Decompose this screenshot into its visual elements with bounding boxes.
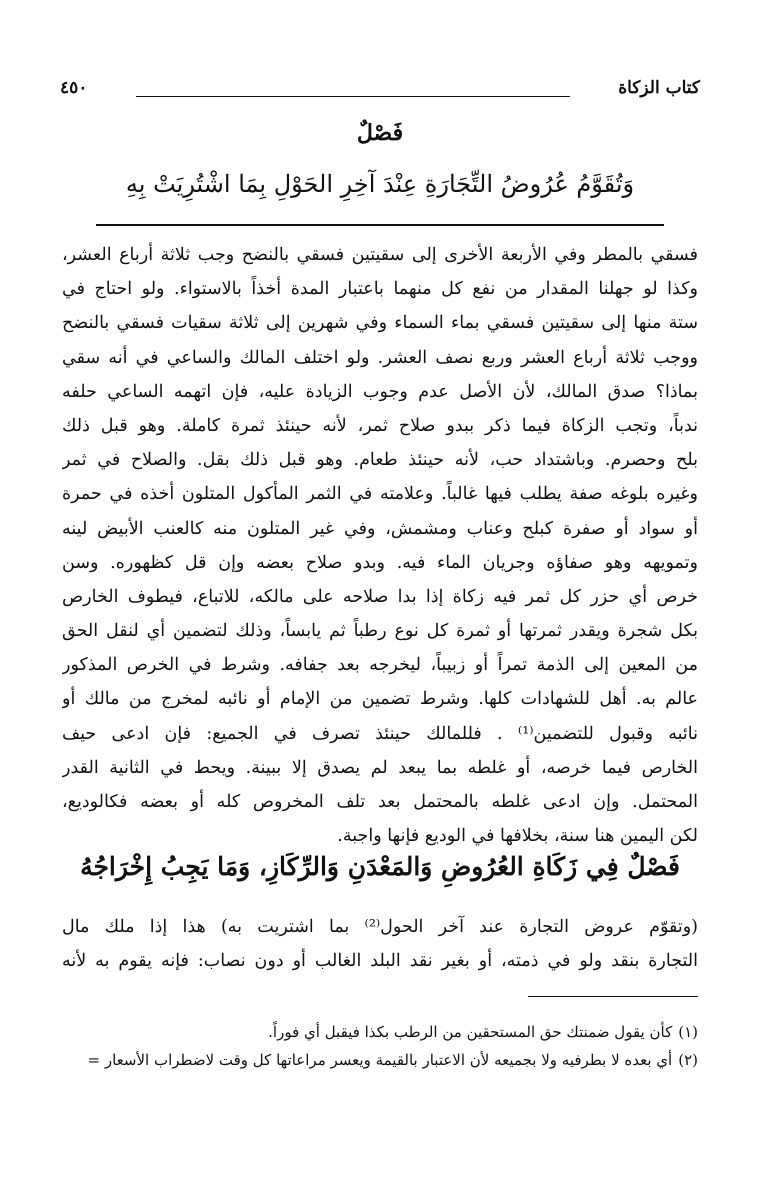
footnote-text: أي بعده لا بطرفيه ولا بجميعه لأن الاعتبار بالقيمة ويعسر مراعاتها كل وقت لاضطراب الأسعار = [87, 1051, 673, 1069]
page-number: ٤٥٠ [60, 78, 88, 98]
running-head-rule [136, 96, 570, 97]
commentary-line: من المعين إلى الذمة تمراً أو زبيباً، ليخرجه بعد جفافه. وشرط في الخرص المذكور [62, 655, 698, 676]
commentary-line: خرص أي حزر كل ثمر فيه زكاة إذا بدا صلاحه على مالكه، للاتباع، فيطوف الخارص [62, 586, 698, 607]
commentary-line: لكن اليمين هنا سنة، بخلافها في الوديع فإنها واجبة. [337, 826, 698, 847]
chapter-body [62, 910, 698, 978]
matn-heading: وَتُقَوَّمُ عُرُوضُ التِّجَارَةِ عِنْدَ آخِرِ الحَوْلِ بِمَا اشْتُرِيَتْ بِهِ [125, 170, 635, 198]
body-line: (وتقوّم عروض التجارة عند آخر الحول⁽²⁾ بما اشتريت به) هذا إذا ملك مال [62, 917, 698, 937]
footnote-separator [528, 996, 698, 997]
footnotes [62, 1018, 698, 1074]
matn-separator-rule [96, 224, 664, 226]
commentary-line: وغيره بلوغه صفة يطلب فيها غالباً. وعلامته في الثمر المأكول المتلون أخذه في حمرة [62, 484, 698, 505]
footnote [62, 1046, 698, 1074]
commentary-line: أو سواد أو صفرة كبلح وعناب ومشمش، وفي غير المتلون منه كالعنب الأبيض لينه [62, 518, 698, 539]
footnote-number: (١) [678, 1023, 698, 1041]
commentary-line: ووجب ثلاثة أرباع العشر وربع نصف العشر. ولو اختلف المالك والساعي في أنه سقي [62, 347, 698, 368]
commentary-line: نائبه وقبول للتضمين⁽¹⁾ . فللمالك حينئذ تصرف في الجميع: فإن ادعى حيف [62, 723, 698, 744]
commentary-line: ستة منها إلى سقيتين فسقي بماء السماء وفي شهرين إلى ثلاثة سقيات فسقي بالنضح [62, 313, 698, 334]
commentary-line: ندباً، وتجب الزكاة فيما ذكر ببدو صلاح ثمر، لأنه حينئذ ثمرة كاملة. وهو قبل ذلك [62, 415, 698, 436]
footnote-number: (٢) [678, 1051, 698, 1069]
section-heading: فَصْلٌ [356, 120, 404, 146]
commentary-line: الخارص فيما خرصه، أو غلطه بما يبعد لم يصدق إلا ببينة. ويحط في الثانية القدر [62, 757, 698, 778]
commentary-line: عالم به. أهل للشهادات كلها. وشرط تضمين من الإمام أو نائبه لمخرج من مالك أو [62, 689, 698, 710]
chapter-heading: فَصْلٌ فِي زَكَاةِ العُرُوضِ وَالمَعْدَنِ وَالرِّكَازِ، وَمَا يَجِبُ إِخْرَاجُهُ [80, 852, 680, 881]
running-head [60, 76, 700, 108]
running-head-title: كتاب الزكاة [618, 78, 700, 98]
footnote-text: كأن يقول ضمنتك حق المستحقين من الرطب بكذا فيقبل أي فوراً. [268, 1023, 673, 1041]
commentary-line: بلح وحصرم. وباشتداد حب، لأنه حينئذ طعام. وهو قبل ذلك بقل. والصلاح في ثمر [62, 450, 698, 471]
footnote [62, 1018, 698, 1046]
body-line: التجارة بنقد ولو في ذمته، أو بغير نقد البلد الغالب أو دون نصاب: فإنه يقوم به لأنه [62, 951, 698, 971]
commentary-line: بماذا؟ صدق المالك، لأن الأصل عدم وجوب الزيادة عليه، فإن اتهمه الساعي حلفه [62, 381, 698, 402]
commentary-line: وكذا لو جهلنا المقدار من نفع كل منهما باعتبار المدة أخذاً بالاستواء. ولو احتاج في [62, 279, 698, 300]
commentary-line: فسقي بالمطر وفي الأربعة الأخرى إلى سقيتين فسقي بالنضح وجب ثلاثة أرباع العشر، [62, 245, 698, 265]
commentary-block [62, 238, 698, 853]
commentary-line: المحتمل. وإن ادعى غلطه بالمحتمل بعد تلف المخروص كله أو بعضه فكالوديع، [62, 792, 698, 812]
commentary-line: وتمويهه وهو صفاؤه وجريان الماء فيه. وبدو صلاح بعضه وإن قل كظهوره. وسن [62, 552, 698, 573]
commentary-line: بكل شجرة ويقدر ثمرتها أو ثمرة كل نوع رطباً ثم يابساً، وذلك لتضمين أي لنقل الحق [62, 621, 698, 642]
